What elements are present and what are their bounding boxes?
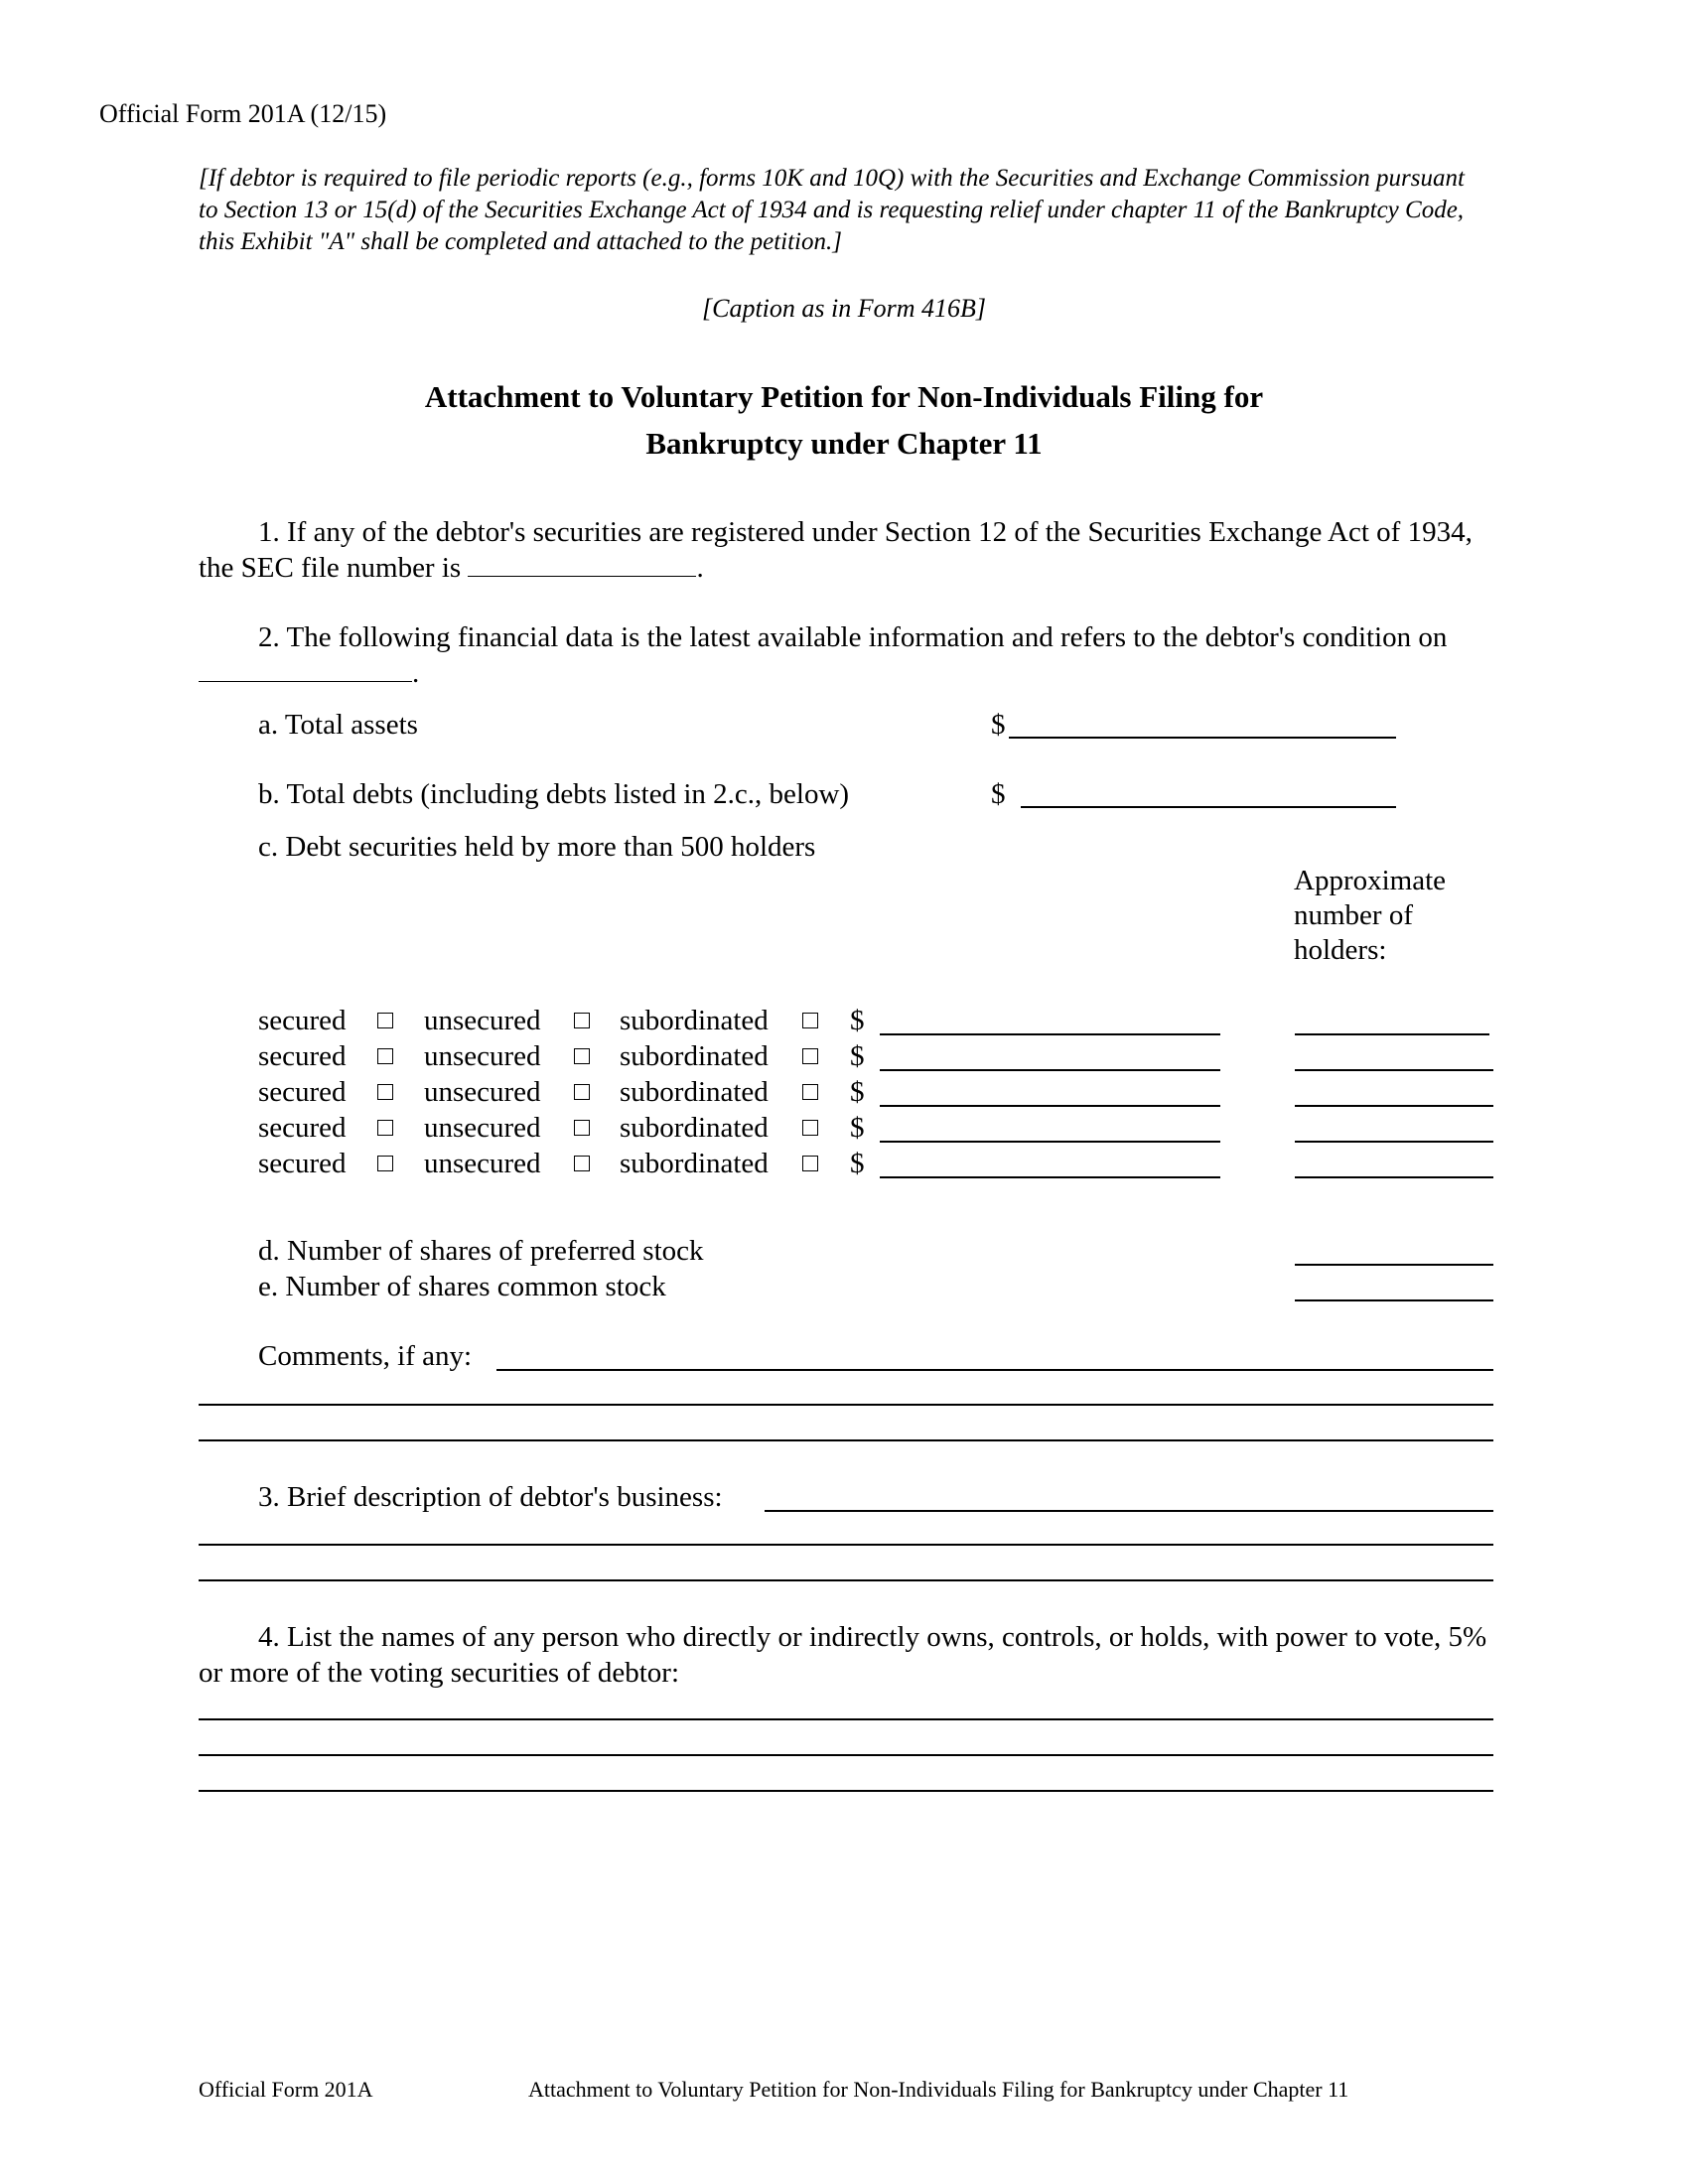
owners-line-3[interactable] [199,1790,1493,1792]
currency-label: $ [850,1040,865,1072]
subordinated-label: subordinated [620,1076,769,1108]
form-id: Official Form 201A (12/15) [99,99,387,128]
secured-label: secured [258,1112,347,1144]
unsecured-label: unsecured [424,1112,541,1144]
comments-label: Comments, if any: [258,1340,473,1372]
total-assets-label: a. Total assets [258,709,418,741]
intro-note: [If debtor is required to file periodic reports (e.g., forms 10K and 10Q) with the Securities and Exchange Commission pursuant to Section 13 or 15(d) of the Securities Exchange Act of 1934 and is requesting relief under chapter 11 of the Bankruptcy Code, this Exhibit "A" shall be completed and attached to the petition.] [199,165,1465,255]
debt-amount-field[interactable] [880,1105,1220,1107]
comments-field[interactable] [496,1369,1493,1371]
holders-count-field[interactable] [1295,1141,1493,1143]
secured-checkbox[interactable] [377,1048,393,1064]
preferred-stock-field[interactable] [1295,1264,1493,1266]
preferred-stock-label: d. Number of shares of preferred stock [258,1235,704,1267]
sec-file-number-field[interactable] [468,554,696,577]
unsecured-label: unsecured [424,1040,541,1072]
total-assets-currency: $ [991,709,1006,741]
unsecured-checkbox[interactable] [574,1120,590,1136]
common-stock-field[interactable] [1295,1299,1493,1301]
business-description-field[interactable] [765,1510,1493,1512]
currency-label: $ [850,1148,865,1179]
common-stock-label: e. Number of shares common stock [258,1271,666,1302]
subordinated-label: subordinated [620,1005,769,1036]
caption-note: [Caption as in Form 416B] [701,294,987,323]
currency-label: $ [850,1076,865,1108]
total-debts-currency: $ [991,778,1006,810]
secured-label: secured [258,1076,347,1108]
footer-form-id: Official Form 201A [199,2077,373,2102]
owners-line-2[interactable] [199,1754,1493,1756]
debt-amount-field[interactable] [880,1069,1220,1071]
item-2-text: 2. The following financial data is the latest available information and refers to the debtor's condition on [258,621,1448,653]
total-debts-label: b. Total debts (including debts listed in 2.c., below) [258,778,850,810]
page-title [0,373,1688,467]
unsecured-label: unsecured [424,1076,541,1108]
unsecured-checkbox[interactable] [574,1048,590,1064]
title-line-2: Bankruptcy under Chapter 11 [645,426,1043,461]
unsecured-checkbox[interactable] [574,1156,590,1171]
unsecured-checkbox[interactable] [574,1084,590,1100]
title-line-1: Attachment to Voluntary Petition for Non-Individuals Filing for [424,379,1264,414]
holders-count-field[interactable] [1295,1176,1493,1178]
subordinated-checkbox[interactable] [802,1013,818,1028]
item-1 [199,514,1489,586]
item-1-text: 1. If any of the debtor's securities are registered under Section 12 of the Securities Exchange Act of 1934, the SEC file number is [199,516,1473,584]
currency-label: $ [850,1112,865,1144]
subordinated-checkbox[interactable] [802,1048,818,1064]
item-2 [199,619,1489,655]
holders-header-line-3: holders: [1294,934,1387,966]
secured-label: secured [258,1040,347,1072]
secured-checkbox[interactable] [377,1013,393,1028]
business-description-line-2[interactable] [199,1544,1493,1546]
subordinated-checkbox[interactable] [802,1084,818,1100]
debt-amount-field[interactable] [880,1176,1220,1178]
holders-header [1294,864,1446,968]
secured-checkbox[interactable] [377,1120,393,1136]
footer-title: Attachment to Voluntary Petition for Non-Individuals Filing for Bankruptcy under Chapter 11 [528,2077,1349,2102]
item-4-text: 4. List the names of any person who directly or indirectly owns, controls, or holds, with power to vote, 5% or more of the voting securities of debtor: [199,1621,1487,1689]
comments-line-3[interactable] [199,1439,1493,1441]
item-1-period: . [696,552,704,584]
secured-checkbox[interactable] [377,1084,393,1100]
subordinated-label: subordinated [620,1112,769,1144]
owners-line-1[interactable] [199,1718,1493,1720]
secured-label: secured [258,1148,347,1179]
unsecured-checkbox[interactable] [574,1013,590,1028]
currency-label: $ [850,1005,865,1036]
holders-header-line-1: Approximate [1294,865,1447,896]
total-assets-field[interactable] [1009,737,1396,739]
debt-amount-field[interactable] [880,1141,1220,1143]
item-2-period: . [412,657,420,689]
holders-count-field[interactable] [1295,1069,1493,1071]
unsecured-label: unsecured [424,1148,541,1179]
subordinated-label: subordinated [620,1040,769,1072]
condition-date-line [199,655,419,691]
secured-checkbox[interactable] [377,1156,393,1171]
business-description-label: 3. Brief description of debtor's business: [258,1481,723,1513]
condition-date-field[interactable] [199,659,412,682]
holders-count-field[interactable] [1295,1033,1489,1035]
subordinated-checkbox[interactable] [802,1120,818,1136]
holders-header-line-2: number of [1294,899,1413,931]
total-debts-field[interactable] [1021,806,1396,808]
debt-securities-label: c. Debt securities held by more than 500 holders [258,831,816,863]
comments-line-2[interactable] [199,1404,1493,1406]
holders-count-field[interactable] [1295,1105,1493,1107]
business-description-line-3[interactable] [199,1579,1493,1581]
unsecured-label: unsecured [424,1005,541,1036]
subordinated-label: subordinated [620,1148,769,1179]
subordinated-checkbox[interactable] [802,1156,818,1171]
debt-amount-field[interactable] [880,1033,1220,1035]
secured-label: secured [258,1005,347,1036]
